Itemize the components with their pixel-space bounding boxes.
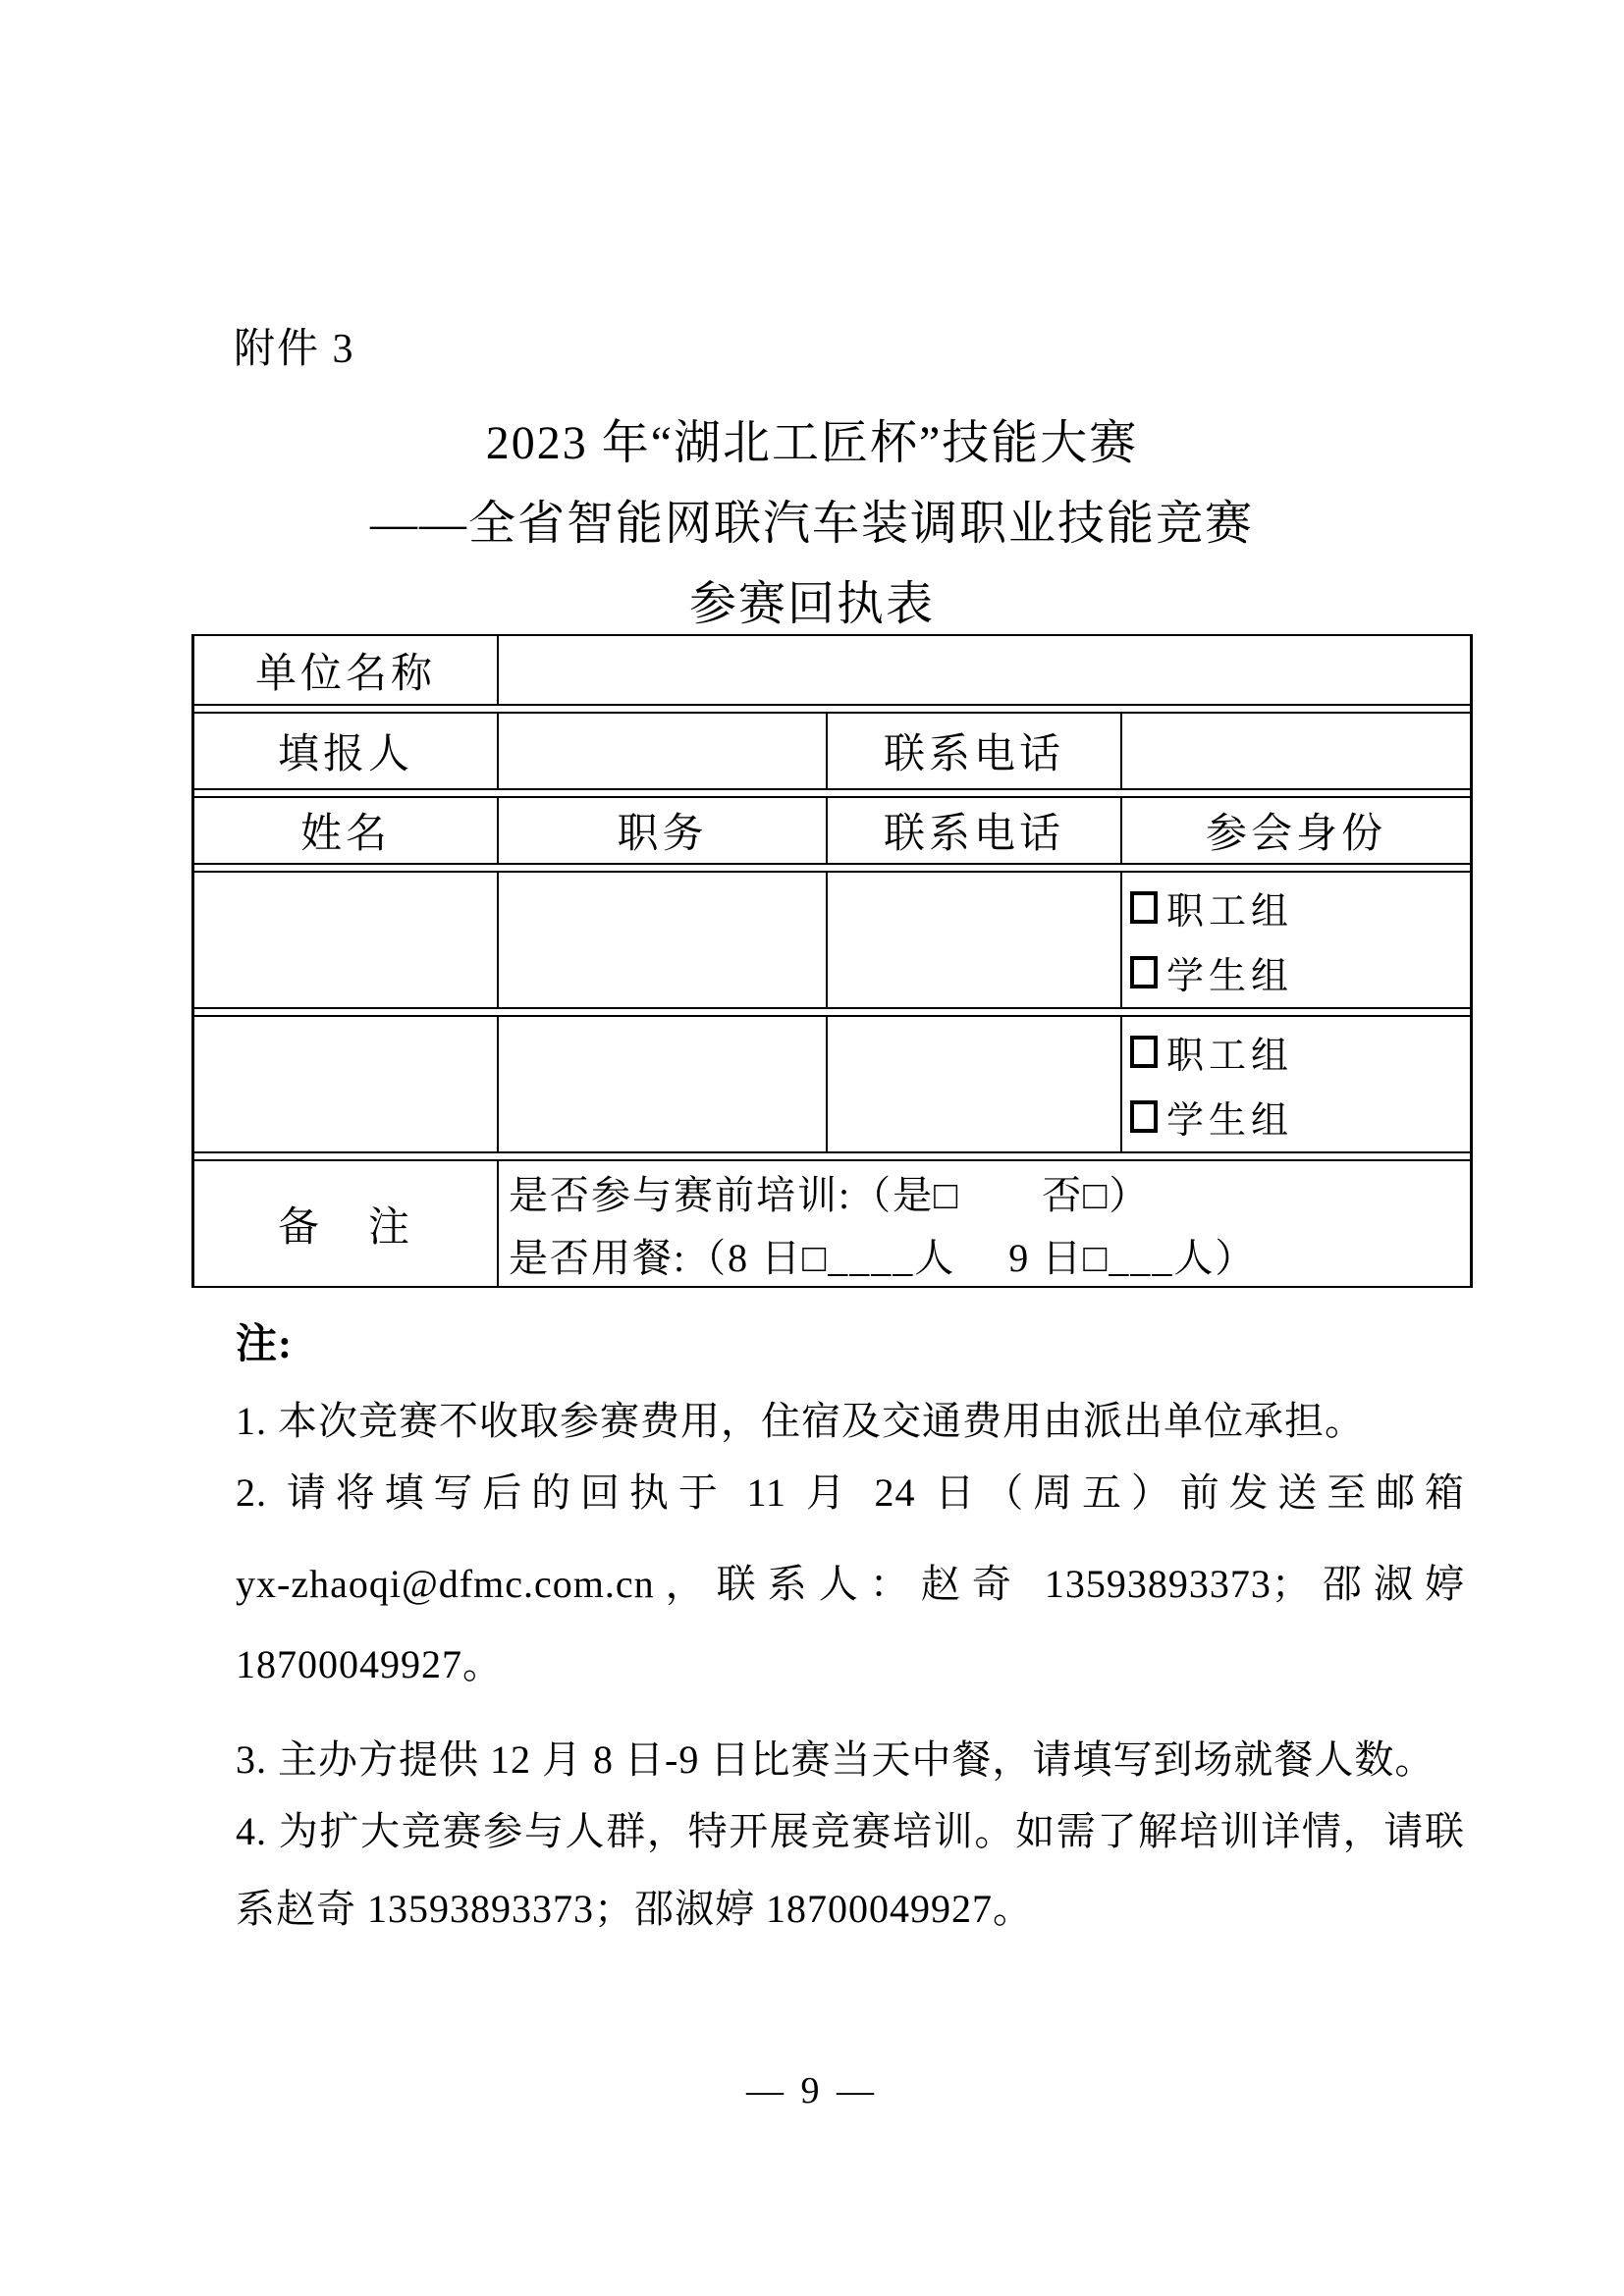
option-label: 职工组 <box>1166 891 1294 933</box>
attachment-label: 附件 3 <box>234 327 355 372</box>
remark-content-cell <box>499 1161 1470 1286</box>
participant1-title-input-cell[interactable] <box>499 873 828 1007</box>
option-student-group[interactable] <box>1130 940 1293 1005</box>
participant-row-1 <box>194 871 1470 1009</box>
filler-name-input-cell[interactable] <box>499 714 828 788</box>
checkbox-icon[interactable] <box>1130 1100 1158 1133</box>
participant2-identity-cell <box>1122 1017 1470 1151</box>
note-item-2-phone-line: 18700049927。 <box>236 1642 503 1686</box>
table-row-unit-name <box>194 634 1470 706</box>
option-label: 学生组 <box>1166 956 1294 997</box>
filler-phone-input-cell[interactable] <box>1122 714 1470 788</box>
notes-heading: 注: <box>236 1322 293 1367</box>
option-worker-group[interactable] <box>1130 1020 1293 1085</box>
page-number: — 9 — <box>746 2070 878 2111</box>
table-row-filler <box>194 712 1470 790</box>
note-item-4-contact-line: 系赵奇 13593893373；邵淑婷 18700049927。 <box>236 1887 1033 1931</box>
option-label: 职工组 <box>1166 1036 1294 1077</box>
reply-form-table <box>191 634 1473 1288</box>
column-header-identity: 参会身份 <box>1205 812 1386 857</box>
participant2-title-input-cell[interactable] <box>499 1017 828 1151</box>
checkbox-icon[interactable] <box>1130 891 1158 924</box>
option-label: 学生组 <box>1166 1100 1294 1142</box>
unit-name-input-cell[interactable] <box>499 636 1470 704</box>
column-header-title: 职务 <box>499 798 828 863</box>
note-item-1: 1. 本次竞赛不收取参赛费用，住宿及交通费用由派出单位承担。 <box>236 1399 1365 1443</box>
participant2-phone-input-cell[interactable] <box>828 1017 1122 1151</box>
checkbox-icon[interactable] <box>1130 1036 1158 1068</box>
remark-meal-line[interactable]: 是否用餐:（8 日□____人 9 日□___人） <box>509 1235 1257 1280</box>
filler-label: 填报人 <box>194 714 499 788</box>
note-item-4: 4. 为扩大竞赛参与人群，特开展竞赛培训。如需了解培训详情，请联 <box>236 1809 1465 1853</box>
participant1-name-input-cell[interactable] <box>194 873 499 1007</box>
document-title-line3: 参赛回执表 <box>688 578 935 630</box>
table-header-row <box>194 796 1470 865</box>
participant-row-2 <box>194 1015 1470 1153</box>
checkbox-icon[interactable] <box>1130 956 1158 988</box>
column-header-name: 姓名 <box>194 798 499 863</box>
note-item-3: 3. 主办方提供 12 月 8 日-9 日比赛当天中餐，请填写到场就餐人数。 <box>236 1737 1435 1782</box>
participant1-phone-input-cell[interactable] <box>828 873 1122 1007</box>
remark-row <box>194 1159 1470 1288</box>
option-student-group[interactable] <box>1130 1085 1293 1149</box>
participant2-name-input-cell[interactable] <box>194 1017 499 1151</box>
option-worker-group[interactable] <box>1130 876 1293 940</box>
note-item-2: 2. 请将填写后的回执于 11 月 24 日（周五）前发送至邮箱 <box>236 1470 1465 1515</box>
document-title-line2: ——全省智能网联汽车装调职业技能竞赛 <box>369 498 1254 550</box>
unit-name-label: 单位名称 <box>194 636 499 704</box>
note-item-2-contact-line: yx-zhaoqi@dfmc.com.cn，联系人：赵奇 13593893373；邵淑婷 <box>236 1562 1465 1606</box>
filler-phone-label: 联系电话 <box>828 714 1122 788</box>
remark-label: 备 注 <box>194 1161 499 1286</box>
remark-training-line[interactable]: 是否参与赛前培训:（是□ 否□） <box>509 1173 1151 1218</box>
participant1-identity-cell <box>1122 873 1470 1007</box>
document-title-line1: 2023 年“湖北工匠杯”技能大赛 <box>485 417 1139 469</box>
column-header-phone: 联系电话 <box>828 798 1122 863</box>
